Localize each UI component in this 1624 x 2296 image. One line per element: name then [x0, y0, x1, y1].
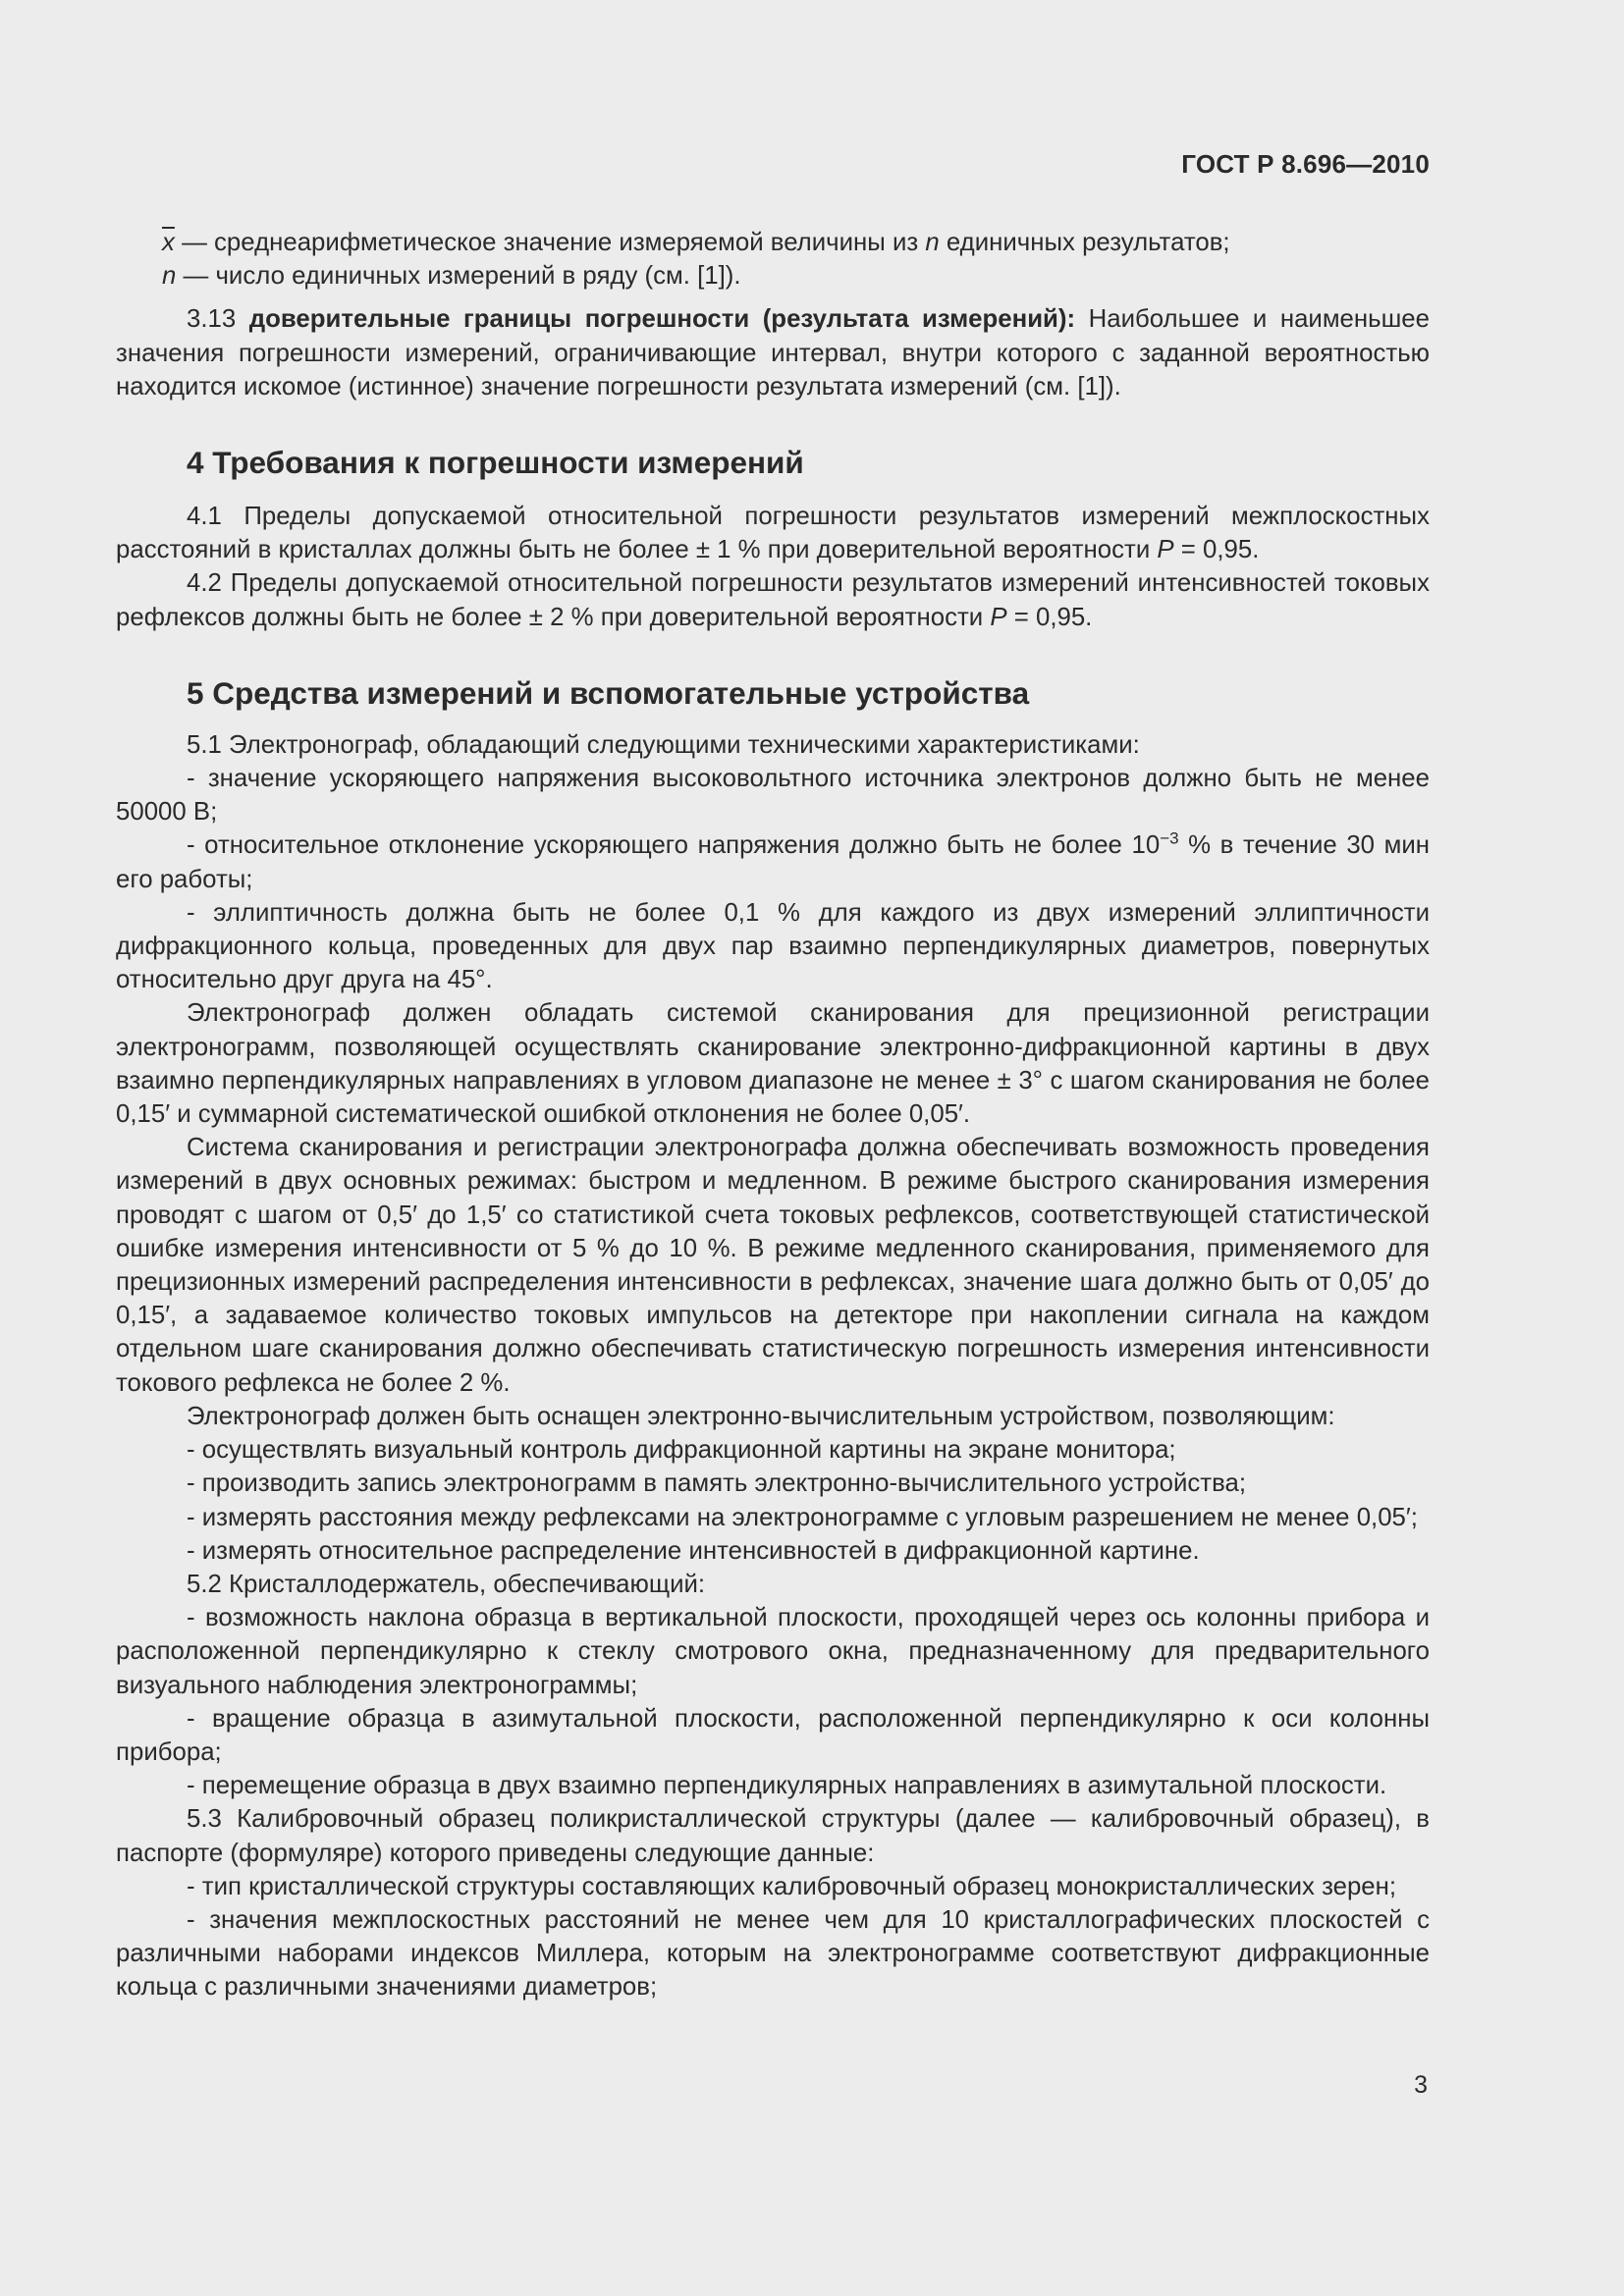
list-item: - перемещение образца в двух взаимно перпендикулярных направлениях в азимутальной плоскости.	[187, 1772, 1387, 1800]
list-item: - эллиптичность должна быть не более 0,1 % для каждого из двух измерений эллиптичности дифракционного кольца, проведенных для двух пар взаимно перпендикулярных диаметров, повернутых относительно друг друга на 45°.	[116, 898, 1430, 994]
list-item: - вращение образца в азимутальной плоскости, расположенной перпендикулярно к оси колонны прибора;	[116, 1704, 1430, 1766]
paragraph: Электронограф должен обладать системой сканирования для прецизионной регистрации электронограмм, позволяющей осуществлять сканирование электронно-дифракционной картины в двух взаимно перпендикулярных направлениях в угловом диапазоне не менее ± 3° с шагом сканирования не более 0,15′ и суммарной систематической ошибкой отклонения не более 0,05′.	[116, 999, 1430, 1129]
paragraph-4-1: 4.1 Пределы допускаемой относительной погрешности результатов измерений межплоскостных расстояний в кристаллах должны быть не более ± 1 % при доверительной вероятности P = 0,95.	[116, 503, 1430, 564]
legend-line-xbar: $\overline{x}$ — среднеарифметическое значение измеряемой величины из n единичных результатов;	[162, 229, 1230, 256]
paragraph: Система сканирования и регистрации электронографа должна обеспечивать возможность проведения измерений в двух основных режимах: быстром и медленном. В режиме быстрого сканирования измерения проводят с шагом от 0,5′ до 1,5′ со статистикой счета токовых рефлексов, соответствующей статистической ошибке измерения интенсивности от 5 % до 10 %. В режиме медленного сканирования, применяемого для прецизионных измерений распределения интенсивности в рефлексах, значение шага должно быть от 0,05′ до 0,15′, а задаваемое количество токовых импульсов на детекторе при накоплении сигнала на каждом отдельном шаге сканирования должно обеспечивать статистическую погрешность измерения интенсивности токового рефлекса не более 2 %.	[116, 1134, 1430, 1397]
section-5-heading: 5 Средства измерений и вспомогательные устройства	[187, 674, 1030, 711]
list-item: - относительное отклонение ускоряющего напряжения должно быть не более $10^{-3}$ % в течение 30 мин его работы;	[116, 829, 1430, 893]
list-item: - значения межплоскостных расстояний не менее чем для 10 кристаллографических плоскостей с различными наборами индексов Миллера, которым на электронограмме соответствуют дифракционные кольца с различными значениями диаметров;	[116, 1905, 1430, 2002]
list-item: - тип кристаллической структуры составляющих калибровочный образец монокристаллических зерен;	[187, 1872, 1397, 1900]
symbol-x-bar: $\overline{x}$	[162, 229, 175, 256]
paragraph-5-2: 5.2 Кристаллодержатель, обеспечивающий:	[187, 1570, 706, 1598]
list-item: - измерять расстояния между рефлексами на электронограмме с угловым разрешением не менее 0,05′;	[187, 1503, 1418, 1531]
term-definition: доверительные границы погрешности (результата измерений):	[248, 305, 1076, 334]
list-item: - значение ускоряющего напряжения высоковольтного источника электронов должно быть не менее 50000 В;	[116, 765, 1430, 827]
list-item: - производить запись электронограмм в память электронно-вычислительного устройства;	[187, 1469, 1247, 1498]
paragraph-3-13: 3.13 доверительные границы погрешности (результата измерений): Наибольшее и наименьшее значения погрешности измерений, ограничивающие интервал, внутри которого с заданной вероятностью находится искомое (истинное) значение погрешности результата измерений (см. [1]).	[116, 305, 1430, 400]
paragraph-5-3: 5.3 Калибровочный образец поликристаллической структуры (далее — калибровочный образец), в паспорте (формуляре) которого приведены следующие данные:	[116, 1805, 1430, 1867]
document-header: ГОСТ Р 8.696—2010	[1181, 149, 1430, 179]
list-item: - измерять относительное распределение интенсивностей в дифракционной картине.	[187, 1536, 1200, 1565]
section-4-heading: 4 Требования к погрешности измерений	[187, 445, 804, 481]
paragraph-5-1: 5.1 Электронограф, обладающий следующими техническими характеристиками:	[187, 730, 1140, 759]
document-body	[116, 226, 1430, 2004]
page-number: 3	[1414, 2071, 1428, 2099]
paragraph-4-2: 4.2 Пределы допускаемой относительной погрешности результатов измерений интенсивностей токовых рефлексов должны быть не более ± 2 % при доверительной вероятности P = 0,95.	[116, 569, 1430, 631]
paragraph: Электронограф должен быть оснащен электронно-вычислительным устройством, позволяющим:	[187, 1402, 1335, 1430]
legend-line-n: n — число единичных измерений в ряду (см. [1]).	[162, 262, 741, 291]
list-item: - осуществлять визуальный контроль дифракционной картины на экране монитора;	[187, 1436, 1176, 1465]
symbol-n: n	[162, 262, 177, 291]
list-item: - возможность наклона образца в вертикальной плоскости, проходящей через ось колонны прибора и расположенной перпендикулярно к стеклу смотрового окна, предназначенному для предварительного визуального наблюдения электронограммы;	[116, 1604, 1430, 1699]
